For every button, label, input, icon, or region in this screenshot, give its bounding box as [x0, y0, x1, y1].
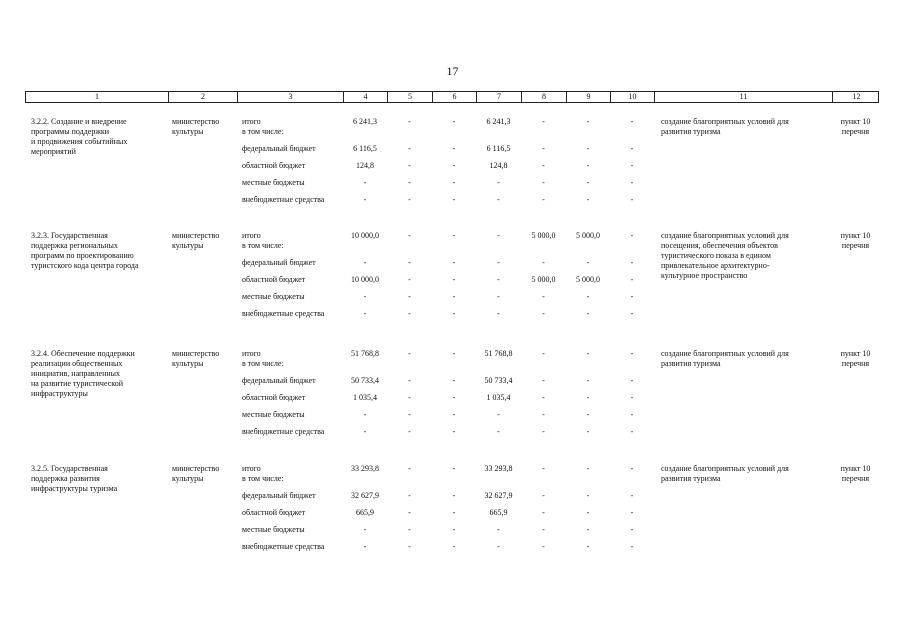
- measure-cell-line: 3.2.4. Обеспечение поддержки: [31, 349, 135, 358]
- value-cell: -: [452, 508, 456, 517]
- value-cell: 5 000,0: [531, 275, 556, 284]
- value-cell: 10 000,0: [351, 231, 379, 240]
- funding-source-line: внебюджетные средства: [242, 309, 325, 318]
- funding-source-line: областной бюджет: [242, 275, 306, 284]
- value-cell: -: [586, 161, 590, 170]
- value-cell: -: [363, 292, 367, 301]
- executor-cell-line: министерство: [172, 464, 220, 473]
- value-cell: -: [586, 410, 590, 419]
- result-cell: [661, 349, 789, 369]
- executor-cell-line: культуры: [172, 359, 204, 368]
- funding-source-line: местные бюджеты: [242, 410, 305, 419]
- header-cell-2: 2: [169, 92, 238, 102]
- value-cell: -: [542, 117, 545, 126]
- value-cell: 6 241,3: [486, 117, 511, 126]
- value-cell: -: [630, 410, 634, 419]
- funding-source-line: местные бюджеты: [242, 292, 305, 301]
- reference-cell-line: перечня: [841, 474, 870, 483]
- value-cell: -: [542, 542, 545, 551]
- value-cell: -: [630, 117, 634, 126]
- funding-source-line: местные бюджеты: [242, 178, 305, 187]
- reference-cell-line: перечня: [841, 359, 870, 368]
- value-cell: 665,9: [356, 508, 374, 517]
- value-cell: -: [586, 491, 590, 500]
- measure-cell: [31, 349, 135, 399]
- measure-cell-line: поддержка региональных: [31, 241, 118, 250]
- header-cell-10: 10: [611, 92, 655, 102]
- funding-source-line: в том числе:: [242, 127, 284, 136]
- value-cell: -: [586, 464, 590, 473]
- value-cell: -: [452, 195, 456, 204]
- funding-source: [242, 117, 284, 137]
- value-cell: 51 768,8: [484, 349, 513, 358]
- value-cell: -: [452, 161, 456, 170]
- value-cell: -: [586, 393, 590, 402]
- value-cell: -: [408, 508, 411, 517]
- value-cell: -: [452, 349, 456, 358]
- executor-cell: [172, 464, 219, 484]
- funding-source: [242, 231, 284, 251]
- funding-source-line: областной бюджет: [242, 393, 306, 402]
- value-cell: -: [542, 525, 545, 534]
- result-cell-line: создание благоприятных условий для: [661, 231, 789, 240]
- value-cell: -: [586, 525, 590, 534]
- value-cell: -: [542, 161, 545, 170]
- value-cell: -: [630, 376, 634, 385]
- value-cell: 1 035,4: [486, 393, 511, 402]
- value-cell: 32 627,9: [484, 491, 513, 500]
- funding-source-line: федеральный бюджет: [242, 258, 316, 267]
- value-cell: 33 293,8: [484, 464, 513, 473]
- value-cell: -: [586, 144, 590, 153]
- funding-source: [242, 349, 284, 369]
- value-cell: -: [452, 275, 456, 284]
- value-cell: -: [363, 410, 367, 419]
- header-cell-12: 12: [852, 92, 861, 101]
- value-cell: -: [452, 542, 456, 551]
- header-cell-5: 5: [388, 92, 433, 102]
- value-cell: -: [452, 309, 456, 318]
- page-number: 17: [446, 64, 459, 78]
- header-cell-1: 1: [26, 92, 169, 102]
- value-cell: 50 733,4: [484, 376, 513, 385]
- executor-cell-line: министерство: [172, 117, 220, 126]
- value-cell: -: [363, 309, 367, 318]
- value-cell: -: [542, 349, 545, 358]
- value-cell: -: [408, 178, 411, 187]
- result-cell: [661, 464, 789, 484]
- table-header-row: [25, 91, 879, 103]
- result-cell-line: создание благоприятных условий для: [661, 349, 789, 358]
- value-cell: -: [408, 525, 411, 534]
- funding-source: [242, 464, 284, 484]
- value-cell: -: [452, 178, 456, 187]
- value-cell: 32 627,9: [351, 491, 379, 500]
- value-cell: -: [363, 195, 367, 204]
- value-cell: 6 116,5: [486, 144, 511, 153]
- reference-cell-line: пункт 10: [840, 349, 871, 358]
- executor-cell-line: культуры: [172, 474, 204, 483]
- result-cell-line: развития туризма: [661, 359, 721, 368]
- value-cell: -: [452, 491, 456, 500]
- value-cell: 1 035,4: [353, 393, 377, 402]
- value-cell: 6 116,5: [353, 144, 377, 153]
- value-cell: 124,8: [489, 161, 508, 170]
- value-cell: -: [408, 275, 411, 284]
- measure-cell-line: и продвижения событийных: [31, 137, 128, 146]
- value-cell: -: [452, 292, 456, 301]
- value-cell: -: [630, 542, 634, 551]
- funding-source-line: областной бюджет: [242, 508, 306, 517]
- value-cell: -: [630, 393, 634, 402]
- measure-cell-line: 3.2.3. Государственная: [31, 231, 108, 240]
- funding-source: [242, 144, 316, 154]
- value-cell: -: [452, 117, 456, 126]
- value-cell: 10 000,0: [351, 275, 379, 284]
- funding-source-line: итого: [242, 231, 261, 240]
- funding-source: [242, 309, 324, 319]
- result-cell-line: привлекательное архитектурно-: [661, 261, 770, 270]
- value-cell: -: [542, 464, 545, 473]
- value-cell: -: [630, 144, 634, 153]
- value-cell: -: [542, 178, 545, 187]
- value-cell: -: [408, 292, 411, 301]
- funding-source-line: внебюджетные средства: [242, 427, 325, 436]
- result-cell-line: развития туризма: [661, 474, 721, 483]
- funding-source: [242, 178, 305, 188]
- value-cell: -: [630, 464, 634, 473]
- result-cell-line: создание благоприятных условий для: [661, 117, 789, 126]
- reference-cell: [832, 231, 879, 251]
- value-cell: -: [586, 195, 590, 204]
- value-cell: -: [497, 258, 500, 267]
- value-cell: -: [497, 292, 500, 301]
- value-cell: -: [452, 393, 456, 402]
- measure-cell-line: программ по проектированию: [31, 251, 134, 260]
- value-cell: 51 768,8: [351, 349, 379, 358]
- reference-cell-line: перечня: [841, 241, 870, 250]
- value-cell: -: [586, 542, 590, 551]
- value-cell: -: [408, 231, 411, 240]
- value-cell: -: [497, 542, 500, 551]
- value-cell: -: [363, 427, 367, 436]
- measure-cell-line: 3.2.5. Государственная: [31, 464, 108, 473]
- value-cell: -: [586, 292, 590, 301]
- header-cell-3: 3: [238, 92, 344, 102]
- value-cell: -: [497, 178, 500, 187]
- value-cell: -: [452, 231, 456, 240]
- measure-cell-line: на развитие туристической: [31, 379, 124, 388]
- executor-cell-line: культуры: [172, 127, 204, 136]
- value-cell: -: [630, 178, 634, 187]
- reference-cell-line: перечня: [841, 127, 870, 136]
- value-cell: -: [542, 491, 545, 500]
- value-cell: 6 241,3: [353, 117, 377, 126]
- value-cell: -: [452, 376, 456, 385]
- result-cell-line: развития туризма: [661, 127, 721, 136]
- value-cell: -: [408, 393, 411, 402]
- value-cell: -: [542, 292, 545, 301]
- result-cell-line: туристического показа в едином: [661, 251, 771, 260]
- funding-source-line: областной бюджет: [242, 161, 306, 170]
- measure-cell: [31, 117, 127, 157]
- funding-source: [242, 542, 324, 552]
- measure-cell-line: инициатив, направленных: [31, 369, 121, 378]
- value-cell: -: [542, 258, 545, 267]
- value-cell: -: [630, 292, 634, 301]
- measure-cell: [31, 464, 117, 494]
- value-cell: -: [408, 464, 411, 473]
- value-cell: -: [408, 542, 411, 551]
- value-cell: -: [408, 161, 411, 170]
- value-cell: -: [586, 376, 590, 385]
- value-cell: -: [452, 144, 456, 153]
- value-cell: -: [408, 410, 411, 419]
- header-cell-7: 7: [477, 92, 522, 102]
- value-cell: 124,8: [356, 161, 374, 170]
- reference-cell: [832, 117, 879, 137]
- funding-source: [242, 491, 316, 501]
- funding-source: [242, 195, 324, 205]
- value-cell: -: [542, 195, 545, 204]
- value-cell: 33 293,8: [351, 464, 379, 473]
- funding-source-line: федеральный бюджет: [242, 491, 316, 500]
- funding-source-line: федеральный бюджет: [242, 376, 316, 385]
- value-cell: -: [630, 258, 634, 267]
- executor-cell: [172, 231, 219, 251]
- measure-cell-line: 3.2.2. Создание и внедрение: [31, 117, 127, 126]
- measure-cell-line: реализации общественных: [31, 359, 123, 368]
- value-cell: -: [542, 393, 545, 402]
- value-cell: -: [452, 410, 456, 419]
- value-cell: -: [630, 309, 634, 318]
- value-cell: 5 000,0: [531, 231, 556, 240]
- value-cell: -: [630, 427, 634, 436]
- funding-source: [242, 376, 316, 386]
- reference-cell: [832, 349, 879, 369]
- header-cell-6: 6: [433, 92, 477, 102]
- value-cell: -: [630, 508, 634, 517]
- executor-cell-line: министерство: [172, 349, 220, 358]
- result-cell-line: культурное пространство: [661, 271, 748, 280]
- reference-cell: [832, 464, 879, 484]
- funding-source-line: внебюджетные средства: [242, 542, 325, 551]
- measure-cell: [31, 231, 139, 271]
- value-cell: -: [497, 275, 500, 284]
- reference-cell-line: пункт 10: [840, 464, 871, 473]
- funding-source-line: в том числе:: [242, 241, 284, 250]
- value-cell: -: [408, 309, 411, 318]
- value-cell: -: [586, 508, 590, 517]
- value-cell: -: [586, 427, 590, 436]
- funding-source: [242, 275, 305, 285]
- value-cell: -: [630, 349, 634, 358]
- value-cell: -: [408, 427, 411, 436]
- value-cell: -: [497, 231, 500, 240]
- value-cell: -: [408, 144, 411, 153]
- value-cell: 665,9: [489, 508, 508, 517]
- funding-source: [242, 292, 305, 302]
- executor-cell-line: министерство: [172, 231, 220, 240]
- value-cell: -: [363, 258, 367, 267]
- value-cell: -: [408, 117, 411, 126]
- funding-source-line: итого: [242, 464, 261, 473]
- value-cell: -: [630, 161, 634, 170]
- value-cell: -: [363, 178, 367, 187]
- value-cell: 50 733,4: [351, 376, 379, 385]
- header-cell-4: 4: [344, 92, 388, 102]
- value-cell: -: [542, 427, 545, 436]
- funding-source-line: внебюджетные средства: [242, 195, 325, 204]
- value-cell: -: [497, 195, 500, 204]
- value-cell: -: [630, 491, 634, 500]
- value-cell: -: [586, 178, 590, 187]
- value-cell: -: [497, 309, 500, 318]
- value-cell: -: [408, 195, 411, 204]
- header-cell-8: 8: [522, 92, 567, 102]
- value-cell: -: [497, 427, 500, 436]
- value-cell: -: [542, 410, 545, 419]
- value-cell: -: [630, 525, 634, 534]
- funding-source: [242, 427, 324, 437]
- value-cell: -: [452, 525, 456, 534]
- value-cell: -: [408, 491, 411, 500]
- value-cell: -: [542, 508, 545, 517]
- funding-source: [242, 258, 316, 268]
- funding-source-line: федеральный бюджет: [242, 144, 316, 153]
- value-cell: -: [586, 258, 590, 267]
- value-cell: -: [542, 376, 545, 385]
- executor-cell-line: культуры: [172, 241, 204, 250]
- value-cell: 5 000,0: [576, 231, 600, 240]
- result-cell: [661, 117, 789, 137]
- value-cell: -: [408, 349, 411, 358]
- value-cell: -: [452, 258, 456, 267]
- funding-source-line: в том числе:: [242, 474, 284, 483]
- header-cell-11: 11: [655, 92, 833, 102]
- funding-source: [242, 525, 305, 535]
- funding-source-line: итого: [242, 349, 261, 358]
- value-cell: -: [542, 144, 545, 153]
- funding-source: [242, 410, 305, 420]
- measure-cell-line: мероприятий: [31, 147, 76, 156]
- value-cell: -: [586, 309, 590, 318]
- value-cell: -: [542, 309, 545, 318]
- value-cell: -: [363, 542, 367, 551]
- value-cell: -: [408, 258, 411, 267]
- funding-source: [242, 393, 305, 403]
- value-cell: -: [497, 525, 500, 534]
- value-cell: -: [630, 231, 634, 240]
- funding-source: [242, 161, 305, 171]
- measure-cell-line: программы поддержки: [31, 127, 110, 136]
- funding-source-line: итого: [242, 117, 261, 126]
- result-cell-line: посещения, обеспечения объектов: [661, 241, 778, 250]
- value-cell: -: [630, 275, 634, 284]
- measure-cell-line: инфраструктуры: [31, 389, 88, 398]
- measure-cell-line: поддержка развития: [31, 474, 100, 483]
- measure-cell-line: туристского кода центра города: [31, 261, 139, 270]
- reference-cell-line: пункт 10: [840, 231, 871, 240]
- value-cell: -: [586, 117, 590, 126]
- value-cell: -: [630, 195, 634, 204]
- value-cell: -: [452, 464, 456, 473]
- result-cell: [661, 231, 789, 281]
- value-cell: 5 000,0: [576, 275, 600, 284]
- value-cell: -: [363, 525, 367, 534]
- reference-cell-line: пункт 10: [840, 117, 871, 126]
- funding-source: [242, 508, 305, 518]
- funding-source-line: в том числе:: [242, 359, 284, 368]
- executor-cell: [172, 117, 219, 137]
- value-cell: -: [586, 349, 590, 358]
- executor-cell: [172, 349, 219, 369]
- value-cell: -: [452, 427, 456, 436]
- header-cell-9: 9: [567, 92, 611, 102]
- measure-cell-line: инфраструктуры туризма: [31, 484, 118, 493]
- result-cell-line: создание благоприятных условий для: [661, 464, 789, 473]
- funding-source-line: местные бюджеты: [242, 525, 305, 534]
- value-cell: -: [497, 410, 500, 419]
- value-cell: -: [408, 376, 411, 385]
